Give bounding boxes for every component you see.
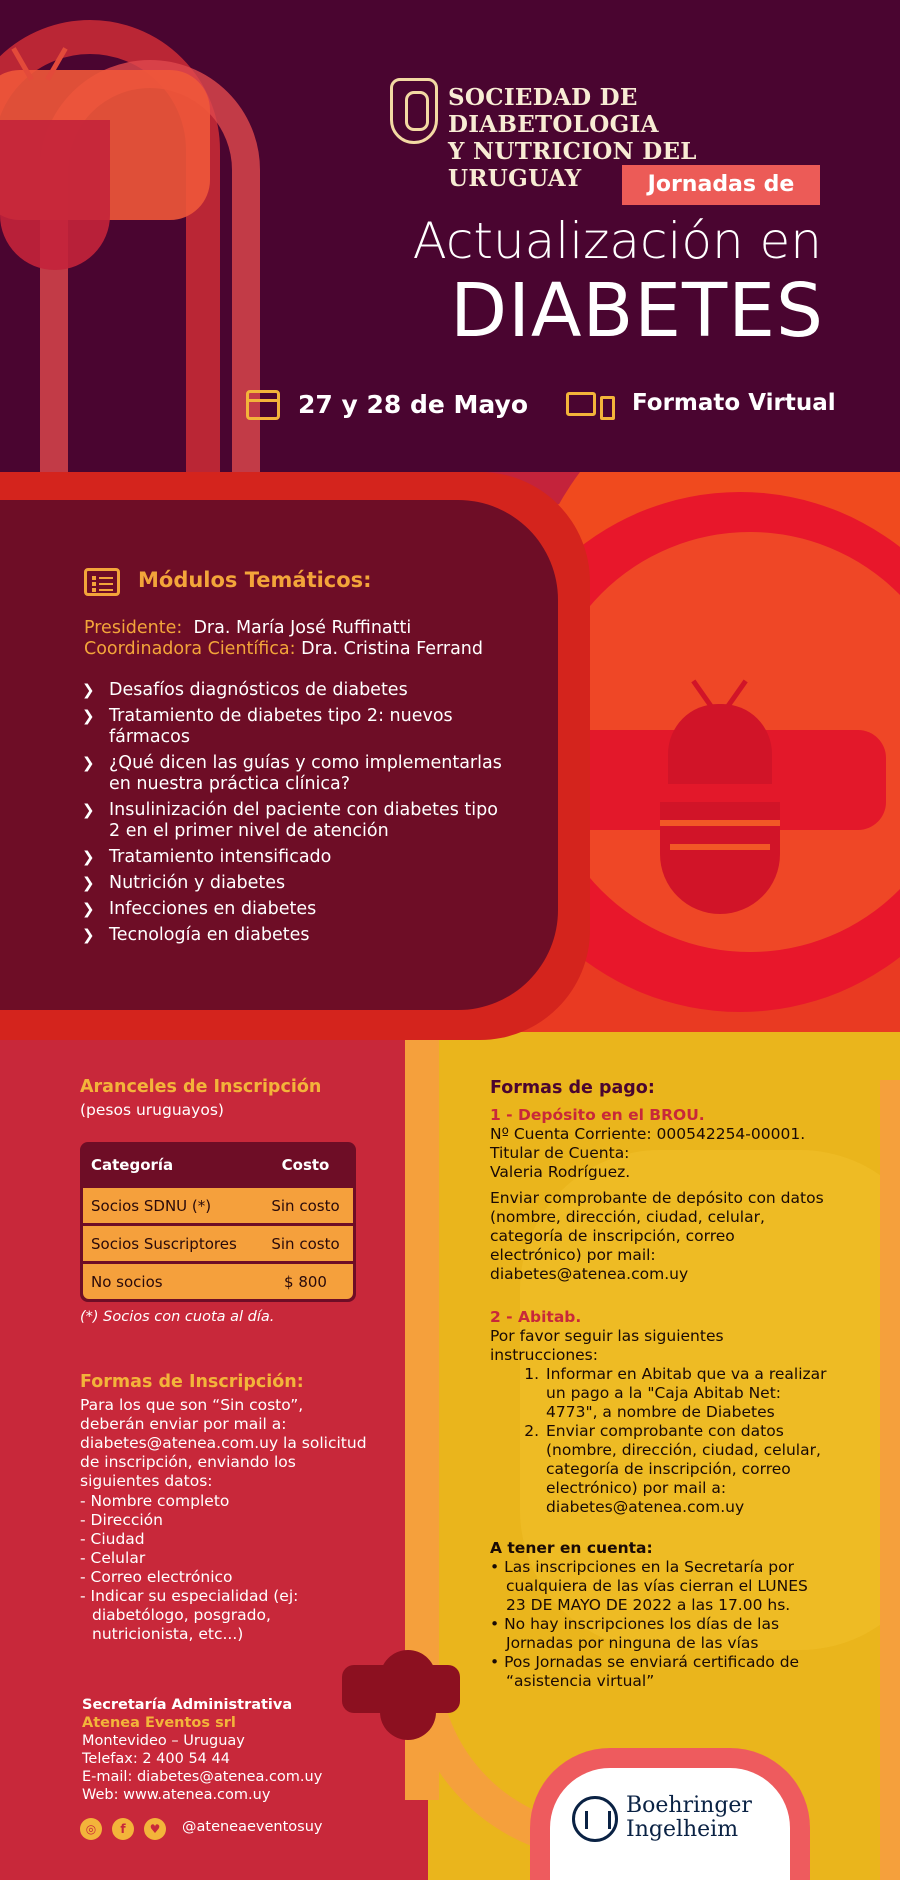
brou-holder-label: Titular de Cuenta:: [490, 1144, 630, 1162]
secretariat-web[interactable]: Web: www.atenea.com.uy: [82, 1787, 271, 1803]
topic-item: ❯ Insulinización del paciente con diabetes tipo 2 en el primer nivel de atención: [82, 800, 512, 842]
society-name-line2: Y NUTRICION DEL URUGUAY: [448, 138, 697, 192]
list-item: - Ciudad: [80, 1530, 145, 1548]
president-label: Presidente:: [84, 618, 183, 638]
modules-title: Módulos Temáticos:: [138, 568, 372, 592]
secretariat-label: Secretaría Administrativa: [82, 1697, 293, 1713]
payment-title: Formas de pago:: [490, 1078, 655, 1098]
organizers: [84, 618, 483, 660]
list-item: - Dirección: [80, 1511, 163, 1529]
society-name-line1: SOCIEDAD DE DIABETOLOGIA: [448, 84, 659, 138]
secretariat-info: [82, 1696, 322, 1804]
topic-item: ❯ Tratamiento de diabetes tipo 2: nuevos fármacos: [82, 706, 512, 748]
bee-decoration: [0, 120, 110, 270]
list-item: • Las inscripciones en la Secretaría por cualquiera de las vías cierran el LUNES 23 DE MAYO DE 2022 a las 17.00 hs.: [490, 1558, 830, 1615]
registration-text: Para los que son “Sin costo”, deberán enviar por mail a: diabetes@atenea.com.uy la solicitud de inscripción, enviando los siguientes datos:: [80, 1396, 367, 1490]
bee-stripe: [660, 820, 780, 826]
fee-category: Socios SDNU (*): [91, 1196, 212, 1215]
brou-account: Nº Cuenta Corriente: 000542254-00001.: [490, 1125, 806, 1143]
abitab-steps: [490, 1365, 830, 1517]
facebook-icon[interactable]: f: [112, 1818, 134, 1840]
instagram-icon[interactable]: ◎: [80, 1818, 102, 1840]
topics-list: [82, 680, 512, 951]
calendar-icon: [246, 390, 280, 420]
fees-title: Aranceles de Inscripción: [80, 1077, 322, 1097]
event-title-line2: DIABETES: [450, 268, 824, 354]
event-title-line1: Actualización en: [412, 212, 822, 270]
list-item: - Indicar su especialidad (ej: diabetólogo, posgrado, nutricionista, etc...): [80, 1587, 299, 1643]
list-item: • Pos Jornadas se enviará certificado de “asistencia virtual”: [490, 1653, 830, 1691]
fee-cost: Sin costo: [271, 1196, 340, 1215]
brou-instructions: Enviar comprobante de depósito con datos (nombre, dirección, ciudad, celular, categoría de inscripción, correo electrónico) por mail: diabetes@atenea.com.uy: [490, 1189, 824, 1283]
boehringer-logo-icon: [572, 1796, 618, 1842]
secretariat-company: Atenea Eventos srl: [82, 1715, 236, 1731]
abitab-intro: Por favor seguir las siguientes instrucciones:: [490, 1327, 724, 1364]
topic-item: ❯ Nutrición y diabetes: [82, 873, 512, 894]
topic-item: ❯ Tratamiento intensificado: [82, 847, 512, 868]
event-dates: 27 y 28 de Mayo: [298, 390, 528, 419]
column-header-category: Categoría: [91, 1156, 174, 1174]
secretariat-phone: Telefax: 2 400 54 44: [82, 1751, 230, 1767]
list-item: 1. Informar en Abitab que va a realizar un pago a la "Caja Abitab Net: 4773", a nombre de Diabetes: [544, 1365, 830, 1422]
coordinator-name: Dra. Cristina Ferrand: [301, 639, 484, 659]
notes-list: [490, 1558, 830, 1691]
abitab-title: 2 - Abitab.: [490, 1308, 582, 1326]
list-item: - Correo electrónico: [80, 1568, 233, 1586]
fees-table-header: [83, 1145, 353, 1185]
fees-subtitle: (pesos uruguayos): [80, 1101, 224, 1119]
fees-table: [80, 1142, 356, 1302]
topic-item: ❯ Desafíos diagnósticos de diabetes: [82, 680, 512, 701]
bee-decoration: [380, 1650, 436, 1740]
list-icon: [84, 568, 120, 596]
payment-details: [490, 1106, 830, 1691]
devices-icon: [566, 392, 596, 416]
list-item: • No hay inscripciones los días de las Jornadas por ninguna de las vías: [490, 1615, 830, 1653]
fee-category: No socios: [91, 1272, 163, 1291]
fees-footnote: (*) Socios con cuota al día.: [80, 1309, 275, 1325]
list-item: 2. Enviar comprobante con datos (nombre, dirección, ciudad, celular, categoría de inscripción, correo electrónico) por mail a: diabetes@atenea.com.uy: [544, 1422, 830, 1517]
registration-data-list: [80, 1492, 370, 1644]
sponsor-name-line2: Ingelheim: [626, 1817, 739, 1842]
list-item: - Nombre completo: [80, 1492, 230, 1510]
sponsor-name-line1: Boehringer: [626, 1793, 752, 1818]
secretariat-email[interactable]: E-mail: diabetes@atenea.com.uy: [82, 1769, 323, 1785]
fee-category: Socios Suscriptores: [91, 1234, 237, 1253]
notes-title: A tener en cuenta:: [490, 1539, 653, 1557]
president-name: Dra. María José Ruffinatti: [193, 618, 412, 638]
registration-title: Formas de Inscripción:: [80, 1372, 304, 1392]
mobile-icon: [600, 396, 615, 420]
social-handle[interactable]: @ateneaeventosuy: [182, 1819, 323, 1835]
event-format: Formato Virtual: [632, 390, 836, 416]
brou-holder: Valeria Rodríguez.: [490, 1163, 631, 1181]
secretariat-city: Montevideo – Uruguay: [82, 1733, 245, 1749]
list-item: - Celular: [80, 1549, 146, 1567]
decorative-band: [880, 1080, 900, 1880]
topic-item: ❯ ¿Qué dicen las guías y como implementarlas en nuestra práctica clínica?: [82, 753, 512, 795]
brou-title: 1 - Depósito en el BROU.: [490, 1106, 705, 1124]
twitter-icon[interactable]: ♥: [144, 1818, 166, 1840]
table-row: [83, 1264, 353, 1299]
bee-stripe: [670, 844, 770, 850]
column-header-cost: Costo: [281, 1156, 330, 1174]
event-badge: Jornadas de: [622, 165, 820, 205]
table-row: [83, 1226, 353, 1261]
fee-cost: $ 800: [284, 1272, 327, 1291]
society-logo-icon: [390, 78, 438, 144]
topic-item: ❯ Tecnología en diabetes: [82, 925, 512, 946]
table-row: [83, 1188, 353, 1223]
sponsor-name: [626, 1794, 752, 1842]
fee-cost: Sin costo: [271, 1234, 340, 1253]
coordinator-label: Coordinadora Científica:: [84, 639, 296, 659]
topic-item: ❯ Infecciones en diabetes: [82, 899, 512, 920]
